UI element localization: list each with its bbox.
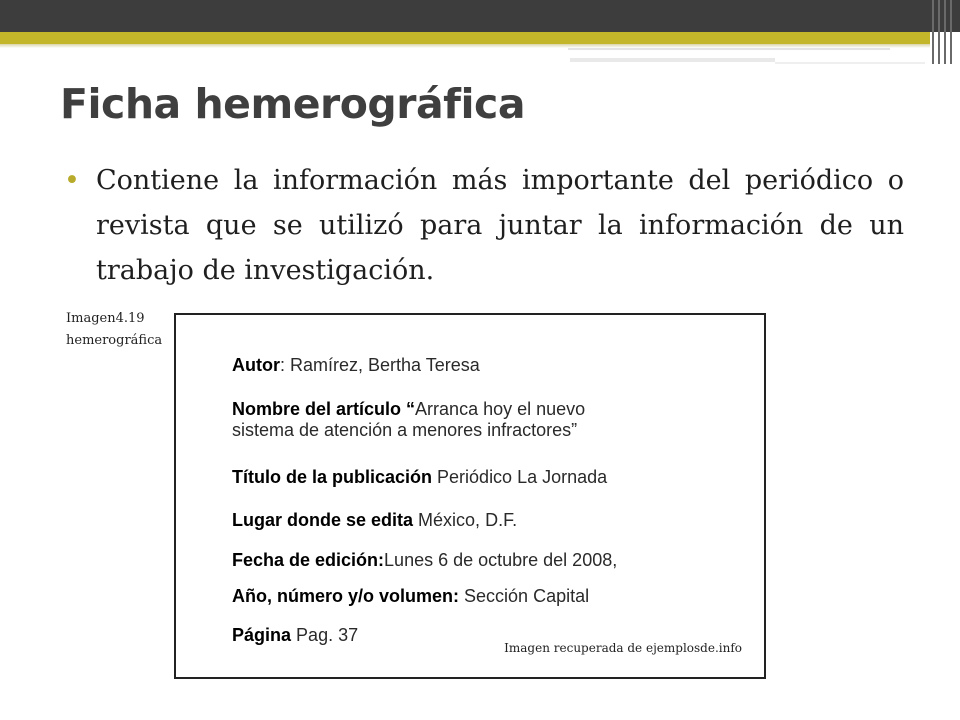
field-value-continued: sistema de atención a menores infractores” xyxy=(232,420,578,440)
field-label: Página xyxy=(232,625,292,645)
slide-title: Ficha hemerográfica xyxy=(60,80,526,128)
field-fecha-edicion xyxy=(232,550,617,571)
field-label: Lugar donde se edita xyxy=(232,510,414,530)
field-lugar-edicion xyxy=(232,510,517,531)
bullet-item xyxy=(64,158,904,293)
field-separator: : xyxy=(280,355,291,375)
image-credit: Imagen recuperada de ejemplosde.info xyxy=(504,641,742,655)
field-label: Fecha de edición: xyxy=(232,550,385,570)
field-value: Periódico La Jornada xyxy=(437,467,608,487)
field-separator: “ xyxy=(401,399,416,419)
field-titulo-publicacion xyxy=(232,467,607,488)
image-caption xyxy=(66,308,162,352)
field-label: Título de la publicación xyxy=(232,467,433,487)
field-nombre-articulo xyxy=(232,399,585,441)
bullet-text: Contiene la información más importante del periódico o revista que se utilizó para juntar la información de un trabajo de investigación. xyxy=(96,165,904,286)
decorative-stripes xyxy=(930,0,960,64)
citation-card xyxy=(174,313,766,679)
top-bar xyxy=(0,0,960,32)
decorative-line xyxy=(775,62,925,64)
field-value: Ramírez, Bertha Teresa xyxy=(290,355,480,375)
field-value: Sección Capital xyxy=(464,586,590,606)
field-value: Arranca hoy el nuevo xyxy=(415,399,586,419)
decorative-line xyxy=(570,58,775,62)
accent-bar xyxy=(0,32,930,44)
field-value: Lunes 6 de octubre del 2008, xyxy=(384,550,618,570)
bullet-icon: • xyxy=(64,165,80,196)
caption-line-1: Imagen4.19 xyxy=(66,311,145,326)
field-ano-numero-volumen xyxy=(232,586,589,607)
field-label: Nombre del artículo xyxy=(232,399,402,419)
field-label: Año, número y/o volumen: xyxy=(232,586,460,606)
decorative-line xyxy=(568,48,890,50)
caption-line-2: hemerográfica xyxy=(66,333,163,348)
field-pagina xyxy=(232,625,358,646)
field-value: Pag. 37 xyxy=(296,625,359,645)
field-value: México, D.F. xyxy=(418,510,518,530)
field-label: Autor xyxy=(232,355,280,375)
field-autor xyxy=(232,355,480,376)
